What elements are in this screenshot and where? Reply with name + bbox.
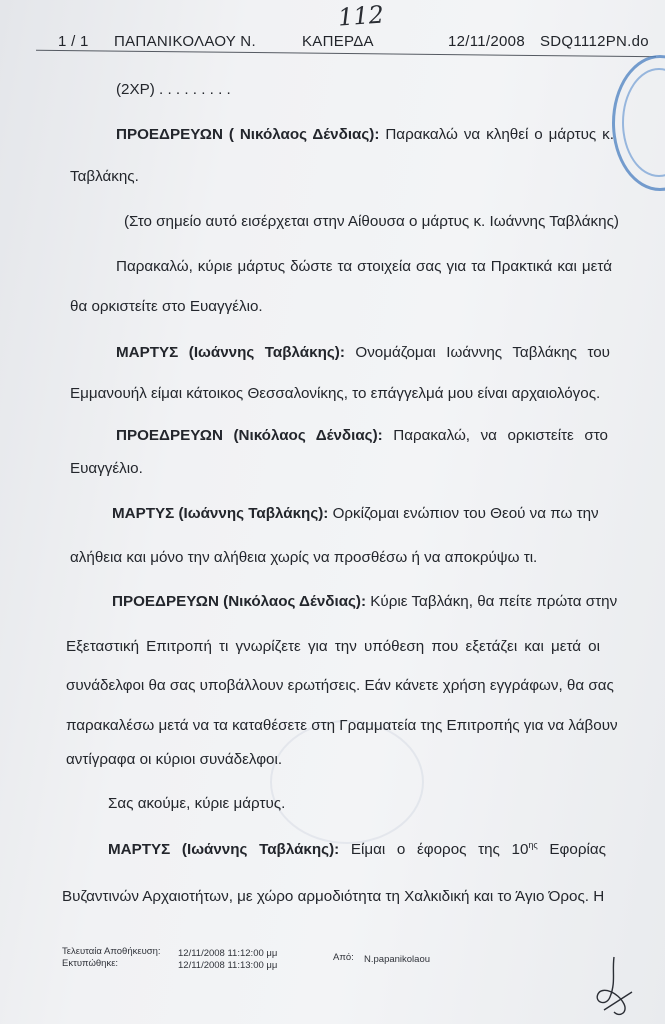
header-typist: ΚΑΠΕΡΔΑ [302,33,374,50]
header-file: SDQ1112PN.do [540,33,649,50]
footer-from-value: N.papanikolaou [364,954,431,965]
footer-printed-label: Εκτυπώθηκε: [62,958,119,969]
header-date: 12/11/2008 [448,33,525,50]
speaker-label: ΜΑΡΤΥΣ (Ιωάννης Ταβλάκης): [116,344,345,361]
speaker-label: ΜΑΡΤΥΣ (Ιωάννης Ταβλάκης): [112,505,329,522]
faint-watermark-stamp [270,720,424,844]
body-line: παρακαλέσω μετά να τα καταθέσετε στη Γραμματεία της Επιτροπής για να λάβουν [66,717,618,734]
body-line: Εμμανουήλ είμαι κάτοικος Θεσσαλονίκης, το επάγγελμά μου είναι αρχαιολόγος. [70,385,601,402]
body-line: ΠΡΟΕΔΡΕΥΩΝ (Νικόλαος Δένδιας): Κύριε Ταβλάκη, θα πείτε πρώτα στην [112,593,618,610]
speaker-label: ΜΑΡΤΥΣ (Ιωάννης Ταβλάκης): [108,841,340,859]
handwritten-page-number: 112 [337,0,385,32]
body-line: ΠΡΟΕΔΡΕΥΩΝ ( Νικόλαος Δένδιας): Παρακαλώ να κληθεί ο μάρτυς κ. [116,126,614,143]
speaker-label: ΠΡΟΕΔΡΕΥΩΝ (Νικόλαος Δένδιας): [112,593,367,610]
body-line: Βυζαντινών Αρχαιοτήτων, με χώρο αρμοδιότητα τη Χαλκιδική και το Άγιο Όρος. Η [62,888,605,905]
footer-saved-value: 12/11/2008 11:12:00 μμ [178,948,278,959]
body-line: Ταβλάκης. [70,168,139,185]
header-author: ΠΑΠΑΝΙΚΟΛΑΟΥ Ν. [114,33,256,50]
footer-from-label: Από: [333,952,354,963]
body-line: αλήθεια και μόνο την αλήθεια χωρίς να προσθέσω ή να αποκρύψω τι. [70,549,538,566]
header-page: 1 / 1 [58,33,89,50]
footer-saved-label: Τελευταία Αποθήκευση: [62,946,161,957]
signature-icon [584,952,644,1022]
body-line: ΜΑΡΤΥΣ (Ιωάννης Ταβλάκης): Ονομάζομαι Ιωάννης Ταβλάκης του [116,344,610,361]
body-line: συνάδελφοι θα σας υποβάλλουν ερωτήσεις. Εάν κάνετε χρήση εγγράφων, θα σας [66,677,614,694]
speaker-label: ΠΡΟΕΔΡΕΥΩΝ (Νικόλαος Δένδιας): [116,427,383,444]
body-line: Ευαγγέλιο. [70,460,143,477]
stage-direction: (Στο σημείο αυτό εισέρχεται στην Αίθουσα ο μάρτυς κ. Ιωάννης Ταβλάκης) [124,213,619,230]
body-line: Σας ακούμε, κύριε μάρτυς. [108,795,286,812]
body-line: αντίγραφα οι κύριοι συνάδελφοι. [66,751,283,768]
body-line: Εξεταστική Επιτροπή τι γνωρίζετε για την υπόθεση που εξετάζει και μετά οι [66,638,600,655]
body-line: ΜΑΡΤΥΣ (Ιωάννης Ταβλάκης): Είμαι ο έφορος της $10^{\eta\varsigma}$ Εφορίας [108,840,606,859]
body-line: (2ΧΡ) . . . . . . . . . [116,81,231,98]
body-line: Παρακαλώ, κύριε μάρτυς δώστε τα στοιχεία σας για τα Πρακτικά και μετά [116,258,612,275]
body-line: ΜΑΡΤΥΣ (Ιωάννης Ταβλάκης): Ορκίζομαι ενώπιον του Θεού να πω την [112,505,599,522]
footer-printed-value: 12/11/2008 11:13:00 μμ [178,960,278,971]
body-line: θα ορκιστείτε στο Ευαγγέλιο. [70,298,263,315]
speaker-label: ΠΡΟΕΔΡΕΥΩΝ ( Νικόλαος Δένδιας): [116,126,380,143]
body-line: ΠΡΟΕΔΡΕΥΩΝ (Νικόλαος Δένδιας): Παρακαλώ, να ορκιστείτε στο [116,427,608,444]
